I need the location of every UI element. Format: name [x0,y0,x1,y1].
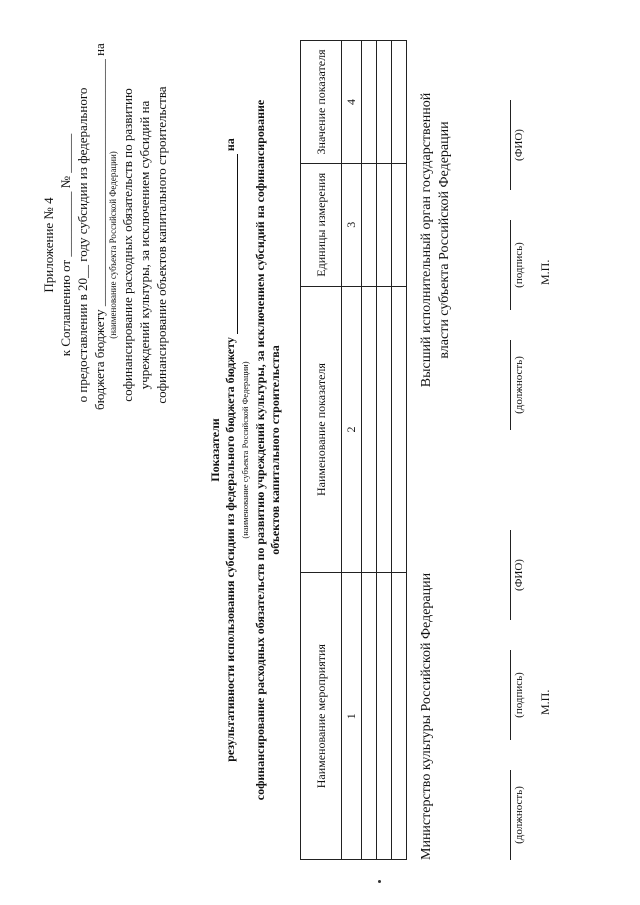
table-cell [377,286,392,573]
table-cell [362,41,377,164]
table-header-row [301,41,342,860]
table-cell [377,41,392,164]
heading-line-2: софинансирование расходных обязательств по развитию учреждений культуры, за исключением субсидий на софинансирование [253,99,267,801]
table-number-row [342,41,362,860]
table-row [392,41,407,860]
heading-line-3: объектов капитального строительства [268,345,282,555]
appendix-line-3: бюджета бюджету ______________________________________ на [92,43,107,410]
heading-title: Показатели [208,418,222,482]
appendix-line-2: о предоставлении в 20__ году субсидии из федерального [75,87,90,403]
column-number: 4 [342,41,362,164]
table-cell [377,573,392,860]
appendix-note: (наименование субъекта Российской Федерации) [108,151,118,339]
table-row [377,41,392,860]
column-header: Единицы измерения [301,163,342,286]
heading-line-1-prefix: результативности использования субсидии из федерального бюджета бюджету [223,337,237,762]
appendix-line-5: учреждений культуры, за исключением субсидий на [137,100,152,390]
heading-line-1 [223,40,238,860]
table-cell [362,573,377,860]
table-cell [392,286,407,573]
position-label: (должность) [510,770,525,860]
stamp-label: М.П. [538,259,552,285]
scan-speck [378,880,381,883]
right-signatory [418,50,454,430]
heading-line-1-suffix: на [223,138,237,152]
name-label: (ФИО) [510,530,525,620]
table-cell [377,163,392,286]
appendix-line-4: софинансирование расходных обязательств по развитию [120,88,135,402]
subject-name-blank [225,154,238,334]
left-org-name: Министерство культуры Российской Федерации [419,572,434,860]
right-signature-block [510,50,550,430]
table-cell [392,573,407,860]
column-number: 1 [342,573,362,860]
right-org-line-2: власти субъекта Российской Федерации [437,121,452,359]
table-cell [362,286,377,573]
stamp-label: М.П. [538,689,552,715]
indicators-table [300,40,407,860]
position-label: (должность) [510,340,525,430]
left-signature-block [510,480,550,860]
table-cell [362,163,377,286]
table-cell [392,41,407,164]
column-header: Значение показателя [301,41,342,164]
appendix-header [40,43,170,410]
right-org-line-1: Высший исполнительный орган государственной [419,92,434,388]
left-signatory [418,480,436,860]
name-label: (ФИО) [510,100,525,190]
table-cell [392,163,407,286]
table-row [362,41,377,860]
column-number: 2 [342,286,362,573]
appendix-title: Приложение № 4 [41,197,56,293]
column-number: 3 [342,163,362,286]
column-header: Наименование показателя [301,286,342,573]
heading-note: (наименование субъекта Российской Федерации) [240,361,250,539]
document-heading [208,40,283,860]
rotated-document [40,40,600,860]
column-header: Наименование мероприятия [301,573,342,860]
signature-label: (подпись) [510,650,525,740]
signature-label: (подпись) [510,220,525,310]
appendix-line-6: софинансирование объектов капитального строительства [154,86,169,404]
appendix-line-1: к Соглашению от __________ № ______ [58,133,73,357]
